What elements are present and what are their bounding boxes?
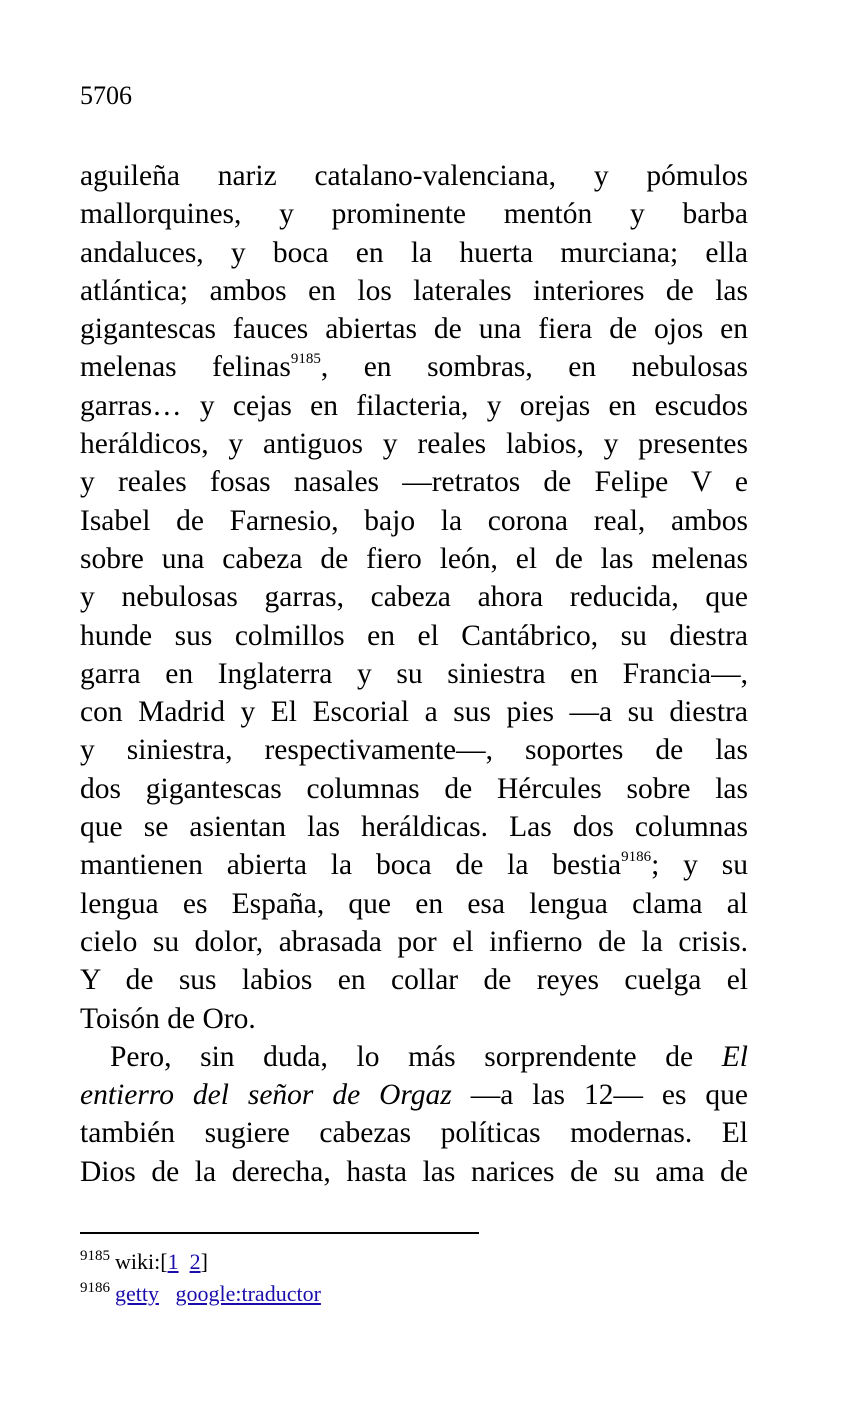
footnotes xyxy=(80,1246,321,1310)
text-line: garra en Inglaterra y su siniestra en Francia—, xyxy=(80,657,748,690)
text-segment: mantienen abierta la boca de la bestia xyxy=(80,849,622,882)
text-line: sobre una cabeza de fiero león, el de las melenas xyxy=(80,542,748,575)
footnote-suffix: ] xyxy=(200,1249,208,1274)
text-line: dos gigantescas columnas de Hércules sobre las xyxy=(80,772,748,805)
text-line xyxy=(80,846,748,884)
text-line: garras… y cejas en filacteria, y orejas en escudos xyxy=(80,389,748,422)
text-segment: Pero, sin duda, lo más sorprendente de xyxy=(110,1040,722,1073)
text-segment: —a las 12— es que xyxy=(451,1079,748,1112)
text-line: también sugiere cabezas políticas modernas. El xyxy=(80,1117,748,1150)
footnote-9185 xyxy=(80,1246,321,1278)
wiki-link-1[interactable]: 1 xyxy=(167,1249,179,1274)
text-segment: ; y su xyxy=(651,849,748,882)
text-segment: , en sombras, en nebulosas xyxy=(320,351,748,384)
wiki-link-2[interactable]: 2 xyxy=(189,1249,201,1274)
google-traductor-link[interactable]: google:traductor xyxy=(175,1281,321,1306)
text-line: hunde sus colmillos en el Cantábrico, su diestra xyxy=(80,619,748,652)
text-line: mallorquines, y prominente mentón y barba xyxy=(80,198,748,231)
text-line xyxy=(80,1038,748,1076)
text-line: Toisón de Oro. xyxy=(80,1002,256,1035)
text-line: Isabel de Farnesio, bajo la corona real, ambos xyxy=(80,504,748,537)
footnote-prefix: wiki:[ xyxy=(115,1249,168,1274)
text-line: gigantescas fauces abiertas de una fiera de ojos en xyxy=(80,313,748,346)
text-line: y siniestra, respectivamente—, soportes de las xyxy=(80,734,748,767)
italic-title: El xyxy=(721,1040,748,1073)
footnote-divider xyxy=(80,1232,479,1234)
text-line: cielo su dolor, abrasada por el infierno de la crisis. xyxy=(80,925,748,958)
footnote-ref-9185[interactable]: 9185 xyxy=(290,351,321,368)
footnote-number: 9185 xyxy=(80,1248,110,1264)
text-line xyxy=(80,1076,748,1114)
footnote-ref-9186[interactable]: 9186 xyxy=(621,849,652,866)
text-line: que se asientan las heráldicas. Las dos columnas xyxy=(80,811,748,844)
getty-link[interactable]: getty xyxy=(115,1281,159,1306)
text-line: con Madrid y El Escorial a sus pies —a su diestra xyxy=(80,696,748,729)
footnote-number: 9186 xyxy=(80,1280,110,1296)
text-line: atlántica; ambos en los laterales interiores de las xyxy=(80,274,748,307)
italic-title: entierro del señor de Orgaz xyxy=(80,1079,452,1112)
text-line: aguileña nariz catalano-valenciana, y pómulos xyxy=(80,160,748,192)
text-line: y reales fosas nasales —retratos de Felipe V e xyxy=(80,466,748,499)
text-line: andaluces, y boca en la huerta murciana; ella xyxy=(80,236,748,269)
text-line xyxy=(80,348,748,386)
text-line: Dios de la derecha, hasta las narices de su ama de xyxy=(80,1155,748,1188)
footnote-9186 xyxy=(80,1278,321,1310)
text-line: heráldicos, y antiguos y reales labios, y presentes xyxy=(80,428,748,461)
text-line: lengua es España, que en esa lengua clama al xyxy=(80,887,748,920)
text-segment: melenas felinas xyxy=(80,351,291,384)
text-line: y nebulosas garras, cabeza ahora reducida, que xyxy=(80,581,748,614)
page-number: 5706 xyxy=(80,81,132,110)
text-line: Y de sus labios en collar de reyes cuelga el xyxy=(80,964,748,997)
body-text xyxy=(80,157,748,1191)
